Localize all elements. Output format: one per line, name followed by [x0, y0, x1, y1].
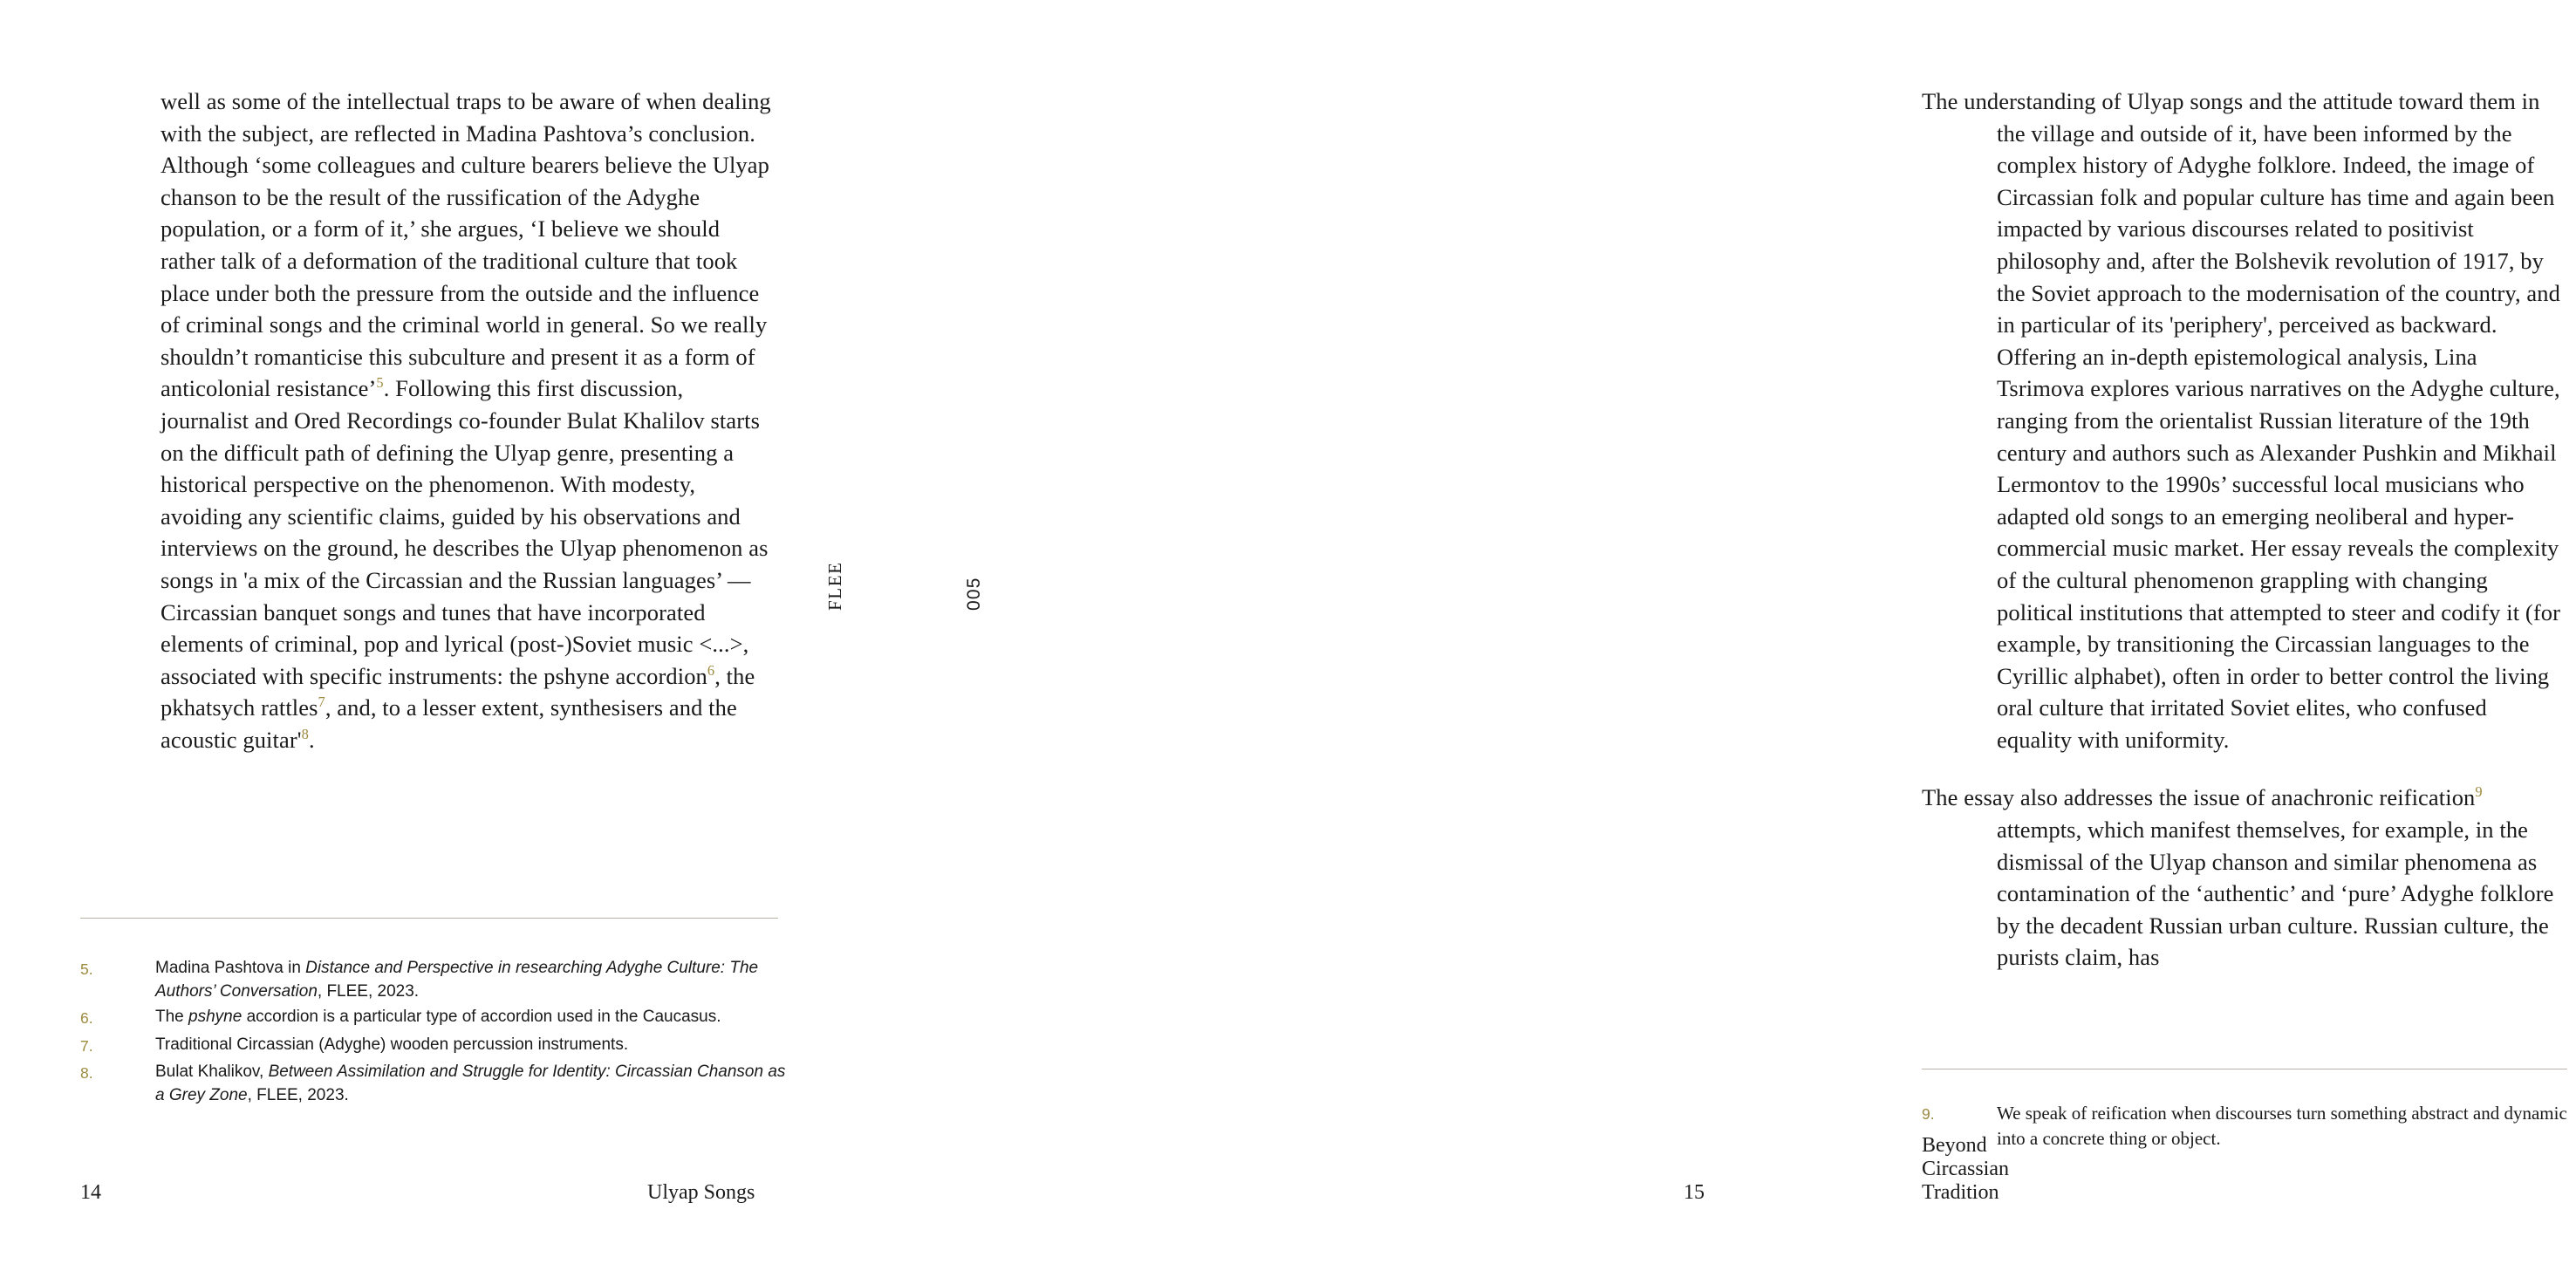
footnote-number: 9.	[1922, 1105, 1935, 1123]
paragraph: The essay also addresses the issue of anachronic reification$^9$ attempts, which manifest themselves, for example, in the dismissal of the Ulyap chanson and similar phenomena as contamination of the ‘authentic’ and ‘pure’ Adyghe folklore by the decadent Russian urban culture. Russian culture, the purists claim, has	[1922, 783, 2554, 971]
footnote-item	[80, 1033, 787, 1059]
running-title-left: Ulyap Songs	[647, 1181, 755, 1204]
footnote-number: 5.	[80, 960, 93, 978]
page-number-right: 15	[1684, 1181, 1705, 1204]
right-page-body-text	[1922, 85, 2567, 1000]
left-page-body-text: well as some of the intellectual traps to be aware of when dealing with the subject, are reflected in Madina Pashtova’s conclusion. Although ‘some colleagues and culture bearers believe the Ulyap chanson to be the result of the russification of the Adyghe population, or a form of it,’ she argues, ‘I believe we should rather talk of a deformation of the traditional culture that took place under both the pressure from the outside and the influence of criminal songs and the criminal world in general. So we really shouldn’t romanticise this subculture and present it as a form of anticolonial resistance’$^5$. Following this first discussion, journalist and Ored Recordings co-founder Bulat Khalilov starts on the difficult path of defining the Ulyap genre, presenting a historical perspective on the phenomenon. With modesty, avoiding any scientific claims, guided by his observations and interviews on the ground, he describes the Ulyap phenomenon as songs in 'a mix of the Circassian and the Russian languages’ — Circassian banquet songs and tunes that have incorporated elements of criminal, pop and lyrical (post-)Soviet music <...>, associated with specific instruments: the pshyne accordion$^6$, the pkhatsych rattles$^7$, and, to a lesser extent, synthesisers and the acoustic $guitar'^8$.	[161, 88, 771, 753]
footnote-text: We speak of reification when discourses turn something abstract and dynamic into a concrete thing or object.	[1997, 1103, 2567, 1149]
footnote-item	[80, 956, 787, 1003]
footnotes-right	[1922, 1101, 2576, 1153]
footnote-divider-left	[80, 918, 778, 919]
footnote-text: The pshyne accordion is a particular type of accordion used in the Caucasus.	[155, 1008, 721, 1026]
footnotes-left	[80, 956, 787, 1109]
running-title-right: Beyond Circassian Tradition	[1922, 1134, 2009, 1204]
footnote-item	[80, 1060, 787, 1107]
footnote-item	[1922, 1101, 2576, 1151]
footnote-number: 6.	[80, 1009, 93, 1027]
footnote-item	[80, 1005, 787, 1031]
footnote-text: Madina Pashtova in Distance and Perspective in researching Adyghe Culture: The Authors’ Conversation, FLEE, 2023.	[155, 959, 759, 1001]
footnote-number: 7.	[80, 1036, 93, 1055]
spine-issue-number: 005	[964, 577, 984, 611]
page-number-left: 14	[80, 1181, 101, 1204]
footnote-number: 8.	[80, 1064, 93, 1082]
footnote-text: Traditional Circassian (Adyghe) wooden percussion instruments.	[155, 1035, 629, 1054]
page-right	[892, 0, 2567, 1271]
page-left	[0, 0, 892, 1271]
spine-publisher-label: FLEE	[824, 561, 845, 611]
paragraph: The understanding of Ulyap songs and the attitude toward them in the village and outside of it, have been informed by the complex history of Adyghe folklore. Indeed, the image of Circassian folk and popular culture has time and again been impacted by various discourses related to positivist philosophy and, after the Bolshevik revolution of 1917, by the Soviet approach to the modernisation of the country, and in particular of its 'periphery', perceived as backward. Offering an in-depth epistemological analysis, Lina Tsrimova explores various narratives on the Adyghe culture, ranging from the orientalist Russian literature of the 19th century and authors such as Alexander Pushkin and Mikhail Lermontov to the 1990s’ successful local musicians who adapted old songs to an emerging neoliberal and hyper-commercial music market. Her essay reveals the complexity of the cultural phenomenon grappling with changing political institutions that attempted to steer and codify it (for example, by transitioning the Circassian languages to the Cyrillic alphabet), often in order to better control the living oral culture that irritated Soviet elites, who confused equality with uniformity.	[1922, 88, 2561, 753]
footnote-text: Bulat Khalikov, Between Assimilation and Struggle for Identity: Circassian Chanson as a Grey Zone, FLEE, 2023.	[155, 1063, 786, 1104]
